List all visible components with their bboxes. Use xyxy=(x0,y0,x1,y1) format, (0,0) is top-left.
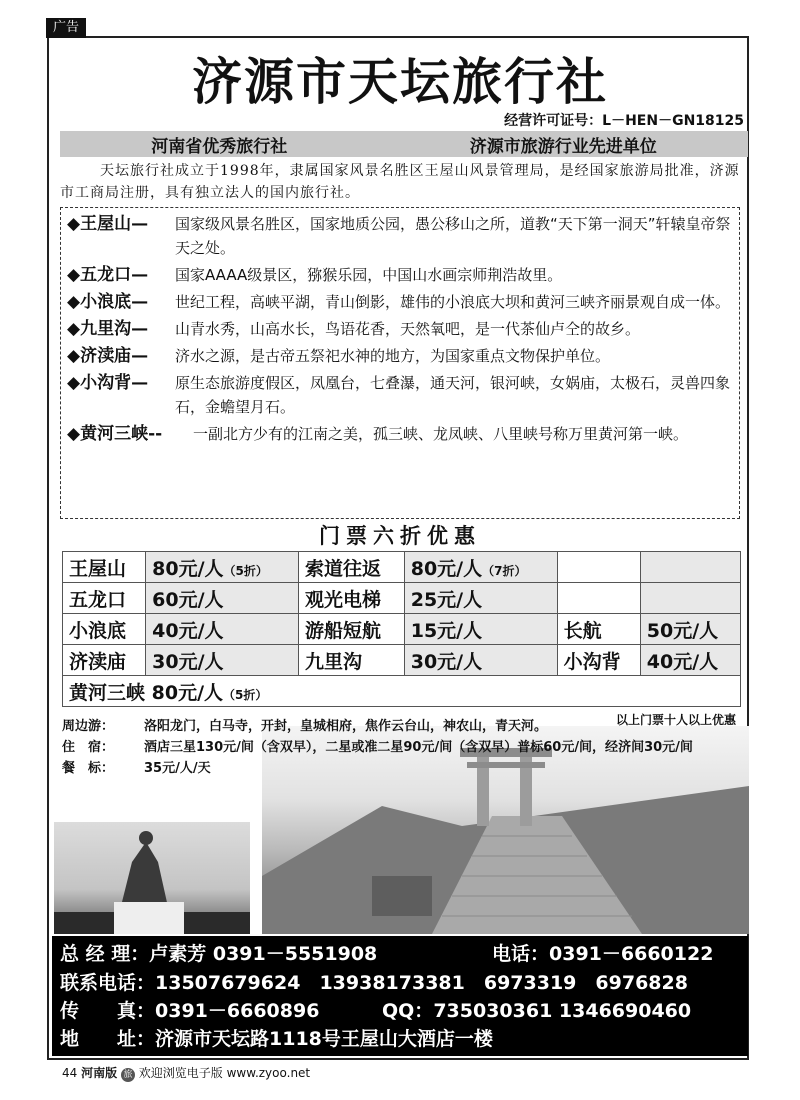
spot-desc: 国家AAAA级景区，猕猴乐园，中国山水画宗师荆浩故里。 xyxy=(175,266,563,284)
ticket-price: 40元/人 xyxy=(146,614,299,645)
fax-value: 0391－6660896 xyxy=(155,1000,320,1022)
ticket-price: 60元/人 xyxy=(146,583,299,614)
ticket-price: 30元/人 xyxy=(404,645,557,676)
ticket-name: 小浪底 xyxy=(63,614,146,645)
ticket-name: 五龙口 xyxy=(63,583,146,614)
ad-tag: 广告 xyxy=(46,18,86,38)
ticket-note: 以上门票十人以上优惠 xyxy=(615,713,736,727)
ticket-price: 50元/人 xyxy=(640,614,740,645)
ticket-name: 小沟背 xyxy=(557,645,640,676)
page-number: 44 xyxy=(62,1066,78,1080)
ticket-name: 济渎庙 xyxy=(63,645,146,676)
spot-desc: 国家级风景名胜区，国家地质公园，愚公移山之所，道教“天下第一洞天”轩辕皇帝祭天之处。 xyxy=(175,215,731,257)
info-label: 住 宿： xyxy=(62,740,115,755)
info-row xyxy=(62,737,702,758)
address-label: 地 址： xyxy=(60,1028,156,1050)
spot-item xyxy=(67,290,733,314)
spot-item xyxy=(67,263,733,287)
spot-name: ◆王屋山— xyxy=(67,214,149,234)
ticket-name: 九里沟 xyxy=(299,645,405,676)
address-value: 济源市天坛路1118号王屋山大酒店一楼 xyxy=(155,1028,493,1050)
table-row xyxy=(63,614,741,645)
spot-item xyxy=(67,344,733,368)
spot-item xyxy=(67,317,733,341)
spot-desc: 济水之源，是古帝五祭祀水神的地方，为国家重点文物保护单位。 xyxy=(175,347,611,365)
ticket-name xyxy=(557,583,640,614)
info-label: 餐 标： xyxy=(62,761,115,776)
ticket-name: 观光电梯 xyxy=(299,583,405,614)
table-row xyxy=(63,583,741,614)
agency-title: 济源市天坛旅行社 xyxy=(192,53,608,111)
price-discount: （5折） xyxy=(223,687,268,702)
phone-label: 电话： xyxy=(492,943,550,965)
edition-badge-icon: 旅 xyxy=(121,1068,135,1082)
spot-desc: 世纪工程，高峡平湖，青山倒影，雄伟的小浪底大坝和黄河三峡齐丽景观自成一体。 xyxy=(175,293,731,311)
fax-label: 传 真： xyxy=(60,1000,156,1022)
ticket-price: 40元/人 xyxy=(640,645,740,676)
spot-item xyxy=(67,422,733,446)
ticket-price xyxy=(640,583,740,614)
spot-name: ◆小浪底— xyxy=(67,292,149,312)
info-row xyxy=(62,758,702,779)
ticket-price xyxy=(640,552,740,583)
ticket-name xyxy=(557,552,640,583)
spot-desc: 原生态旅游度假区，凤凰台，七叠瀑，通天河，银河峡，女娲庙，太极石，灵兽四象石，金蟾望月石。 xyxy=(175,374,731,416)
contact-row xyxy=(60,940,377,968)
price-value: 80元/人 xyxy=(410,557,483,580)
honors-bar xyxy=(60,131,748,157)
contact-row xyxy=(60,997,319,1025)
contact-row xyxy=(492,940,713,968)
statue-photo xyxy=(54,822,250,934)
honor-2: 济源市旅游行业先进单位 xyxy=(469,136,657,157)
spot-item xyxy=(67,371,733,419)
info-text: 酒店三星130元/间（含双早），二星或准二星90元/间（含双早）普标60元/间，经济间30元/间 xyxy=(144,740,693,755)
spot-desc: 一副北方少有的江南之美，孤三峡、龙凤峡、八里峡号称万里黄河第一峡。 xyxy=(193,425,689,443)
ticket-price: 15元/人 xyxy=(404,614,557,645)
ticket-price xyxy=(146,552,299,583)
spot-name: ◆小沟背— xyxy=(67,373,149,393)
spot-item xyxy=(67,212,733,260)
spot-name: ◆黄河三峡-- xyxy=(67,424,163,444)
phone-value: 0391－6660122 xyxy=(549,943,714,965)
info-label: 周边游： xyxy=(62,719,115,734)
honor-1: 河南省优秀旅行社 xyxy=(151,136,288,157)
scenic-spots-list xyxy=(60,207,740,519)
contact-row xyxy=(60,969,688,997)
ticket-price xyxy=(404,552,557,583)
intro-paragraph: 天坛旅行社成立于1998年，隶属国家风景名胜区王屋山风景管理局，是经国家旅游局批准，济源市工商局注册，具有独立法人的国内旅行社。 xyxy=(60,163,740,201)
ticket-name: 王屋山 xyxy=(63,552,146,583)
ticket-name: 长航 xyxy=(557,614,640,645)
ticket-name: 黄河三峡 xyxy=(69,681,146,704)
price-value: 80元/人 xyxy=(152,557,224,580)
info-text: 洛阳龙门，白马寺，开封，皇城相府，焦作云台山，神农山，青天河。 xyxy=(144,719,548,734)
travel-info xyxy=(62,716,702,779)
contact-row xyxy=(382,997,691,1025)
ticket-name: 游船短航 xyxy=(299,614,405,645)
manager-label: 总 经 理： xyxy=(60,943,150,965)
ticket-cell xyxy=(63,676,741,707)
spot-name: ◆济渎庙— xyxy=(67,346,149,366)
qq-label: QQ： xyxy=(382,1000,434,1022)
contact-panel xyxy=(52,936,748,1056)
spot-name: ◆五龙口— xyxy=(67,265,149,285)
spot-name: ◆九里沟— xyxy=(67,319,149,339)
info-row xyxy=(62,716,702,737)
tel-values: 13507679624 13938173381 6973319 6976828 xyxy=(155,972,688,994)
ticket-name: 索道往返 xyxy=(299,552,405,583)
footer-text: 欢迎浏览电子版 www.zyoo.net xyxy=(138,1066,311,1080)
price-discount: （5折） xyxy=(223,563,268,578)
ticket-table xyxy=(62,551,741,707)
edition-label: 河南版 xyxy=(81,1066,118,1080)
spot-desc: 山青水秀，山高水长，鸟语花香，天然氧吧，是一代茶仙卢仝的故乡。 xyxy=(175,320,641,338)
license-number: 经营许可证号：L－HEN－GN18125 xyxy=(504,113,744,129)
manager-value: 卢素芳 0391－5551908 xyxy=(149,943,378,965)
table-row xyxy=(63,645,741,676)
page-footer xyxy=(62,1064,310,1082)
discount-title: 门票六折优惠 xyxy=(319,523,481,548)
ticket-price: 25元/人 xyxy=(404,583,557,614)
info-text: 35元/人/天 xyxy=(144,761,211,776)
qq-value: 735030361 1346690460 xyxy=(433,1000,692,1022)
statue-illustration xyxy=(54,822,250,934)
contact-row xyxy=(60,1025,493,1053)
price-discount: （7折） xyxy=(482,563,527,578)
ticket-price: 30元/人 xyxy=(146,645,299,676)
price-value: 80元/人 xyxy=(151,681,224,704)
tel-label: 联系电话： xyxy=(60,972,156,994)
table-row xyxy=(63,552,741,583)
table-row xyxy=(63,676,741,707)
